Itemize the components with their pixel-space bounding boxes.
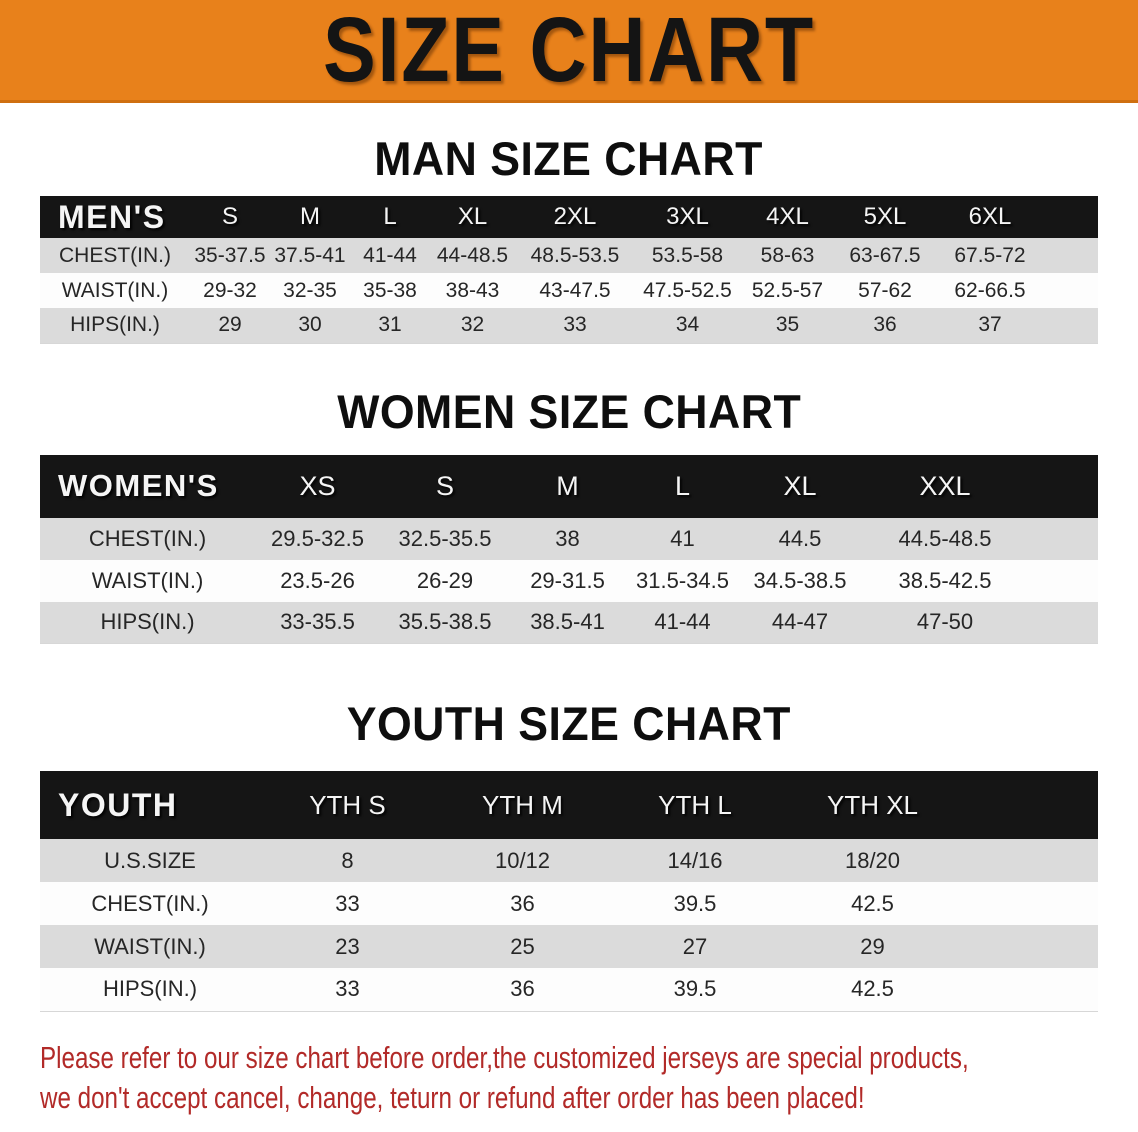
size-value-cell: 29 <box>218 313 242 337</box>
youth-measure-row <box>40 925 1098 968</box>
men-section-heading <box>0 131 1138 186</box>
filler-cell <box>1030 602 1098 644</box>
filler-cell <box>1045 196 1098 238</box>
men-size-column-header: L <box>383 203 397 230</box>
youth-section-heading-text: YOUTH SIZE CHART <box>346 697 792 750</box>
size-value-cell: 41-44 <box>654 609 711 635</box>
women-section-heading-text: WOMEN SIZE CHART <box>336 384 801 438</box>
men-table-header-row <box>40 196 1098 238</box>
size-value-cell: 44-47 <box>771 609 829 635</box>
youth-size-column-header: YTH L <box>658 789 732 820</box>
women-size-column-header: S <box>435 470 454 501</box>
filler-cell <box>965 968 1098 1011</box>
row-label: HIPS(IN.) <box>70 313 160 337</box>
men-size-column-header: 3XL <box>666 203 709 230</box>
filler-cell <box>965 925 1098 968</box>
men-size-column-header: 4XL <box>766 203 809 230</box>
size-value-cell: 18/20 <box>844 847 901 873</box>
row-label: CHEST(IN.) <box>91 890 209 916</box>
size-value-cell: 41 <box>670 525 695 551</box>
size-value-cell: 44-48.5 <box>436 243 509 267</box>
size-value-cell: 39.5 <box>673 890 717 916</box>
youth-table-header-row <box>40 771 1098 839</box>
women-size-column-header: XS <box>299 470 336 501</box>
size-value-cell: 32-35 <box>283 278 337 302</box>
men-size-column-header: 5XL <box>863 203 907 230</box>
disclaimer-text <box>40 1038 1138 1118</box>
size-value-cell: 62-66.5 <box>954 278 1026 302</box>
women-size-column-header: M <box>556 470 579 501</box>
size-value-cell: 35 <box>775 313 800 337</box>
women-table-title: WOMEN'S <box>58 468 219 503</box>
size-value-cell: 35-37.5 <box>194 243 266 267</box>
size-value-cell: 67.5-72 <box>954 243 1026 267</box>
youth-size-column-header: YTH S <box>309 789 386 820</box>
women-table-header-row <box>40 455 1098 518</box>
filler-cell <box>1045 238 1098 273</box>
size-value-cell: 8 <box>341 847 354 873</box>
youth-table-title: YOUTH <box>58 786 178 823</box>
filler-cell <box>1030 455 1098 518</box>
men-section-heading-text: MAN SIZE CHART <box>374 132 764 185</box>
size-value-cell: 10/12 <box>494 847 551 873</box>
filler-cell <box>1045 308 1098 343</box>
men-size-column-header: 6XL <box>968 203 1012 230</box>
size-value-cell: 42.5 <box>851 976 894 1002</box>
size-chart-banner <box>0 0 1138 103</box>
size-value-cell: 37.5-41 <box>274 243 346 267</box>
size-value-cell: 47.5-52.5 <box>643 278 732 302</box>
disclaimer-line-1: Please refer to our size chart before order,the customized jerseys are special products, <box>40 1039 969 1075</box>
women-measure-row <box>40 518 1098 560</box>
women-size-column-header: XL <box>783 470 817 501</box>
women-size-column-header: XXL <box>919 470 971 501</box>
size-value-cell: 39.5 <box>673 976 717 1002</box>
row-label: CHEST(IN.) <box>59 243 171 267</box>
disclaimer-line-2: we don't accept cancel, change, teturn or refund after order has been placed! <box>40 1079 865 1115</box>
size-value-cell: 33 <box>335 890 360 916</box>
filler-cell <box>965 839 1098 882</box>
filler-cell <box>1045 273 1098 308</box>
row-label: HIPS(IN.) <box>100 609 195 635</box>
men-measure-row <box>40 273 1098 308</box>
size-value-cell: 31 <box>378 313 402 337</box>
size-value-cell: 36 <box>510 890 535 916</box>
men-size-column-header: XL <box>457 203 488 230</box>
size-value-cell: 35.5-38.5 <box>398 609 492 635</box>
size-value-cell: 44.5 <box>778 525 822 551</box>
size-value-cell: 42.5 <box>851 890 894 916</box>
size-value-cell: 31.5-34.5 <box>636 567 729 593</box>
size-value-cell: 32.5-35.5 <box>398 525 492 551</box>
size-value-cell: 38.5-41 <box>530 609 605 635</box>
size-value-cell: 52.5-57 <box>751 278 824 302</box>
size-value-cell: 36 <box>510 976 535 1002</box>
size-value-cell: 41-44 <box>363 243 417 267</box>
size-value-cell: 38-43 <box>445 278 500 302</box>
size-value-cell: 30 <box>298 313 322 337</box>
men-size-section <box>0 131 1138 344</box>
size-value-cell: 47-50 <box>916 609 974 635</box>
size-value-cell: 26-29 <box>416 567 474 593</box>
size-value-cell: 29 <box>860 933 885 959</box>
size-value-cell: 37 <box>978 313 1002 337</box>
size-value-cell: 23.5-26 <box>280 567 355 593</box>
size-value-cell: 33 <box>563 313 587 337</box>
men-size-column-header: 2XL <box>553 203 597 230</box>
size-value-cell: 33-35.5 <box>280 609 355 635</box>
size-value-cell: 53.5-58 <box>651 243 724 267</box>
row-label: WAIST(IN.) <box>94 933 206 959</box>
size-value-cell: 38.5-42.5 <box>898 567 992 593</box>
size-value-cell: 58-63 <box>760 243 815 267</box>
size-value-cell: 25 <box>510 933 535 959</box>
filler-cell <box>1030 518 1098 560</box>
women-measure-row <box>40 602 1098 644</box>
size-value-cell: 23 <box>335 933 360 959</box>
size-value-cell: 29.5-32.5 <box>271 525 364 551</box>
size-value-cell: 63-67.5 <box>849 243 921 267</box>
men-size-table <box>40 196 1098 344</box>
youth-size-column-header: YTH M <box>482 789 563 820</box>
size-value-cell: 29-32 <box>203 278 257 302</box>
youth-size-column-header: YTH XL <box>826 789 919 820</box>
size-value-cell: 57-62 <box>858 278 912 302</box>
youth-section-heading <box>0 696 1138 751</box>
size-value-cell: 33 <box>335 976 360 1002</box>
filler-cell <box>965 882 1098 925</box>
women-section-heading <box>0 384 1138 439</box>
size-value-cell: 36 <box>873 313 897 337</box>
filler-cell <box>965 771 1098 839</box>
row-label: U.S.SIZE <box>104 847 196 873</box>
youth-measure-row <box>40 882 1098 925</box>
size-value-cell: 35-38 <box>363 278 417 302</box>
size-value-cell: 34.5-38.5 <box>753 567 847 593</box>
youth-measure-row <box>40 839 1098 882</box>
women-size-section <box>0 384 1138 645</box>
row-label: WAIST(IN.) <box>91 567 204 593</box>
banner-title: SIZE CHART <box>323 0 815 101</box>
men-size-column-header: S <box>221 203 238 230</box>
row-label: WAIST(IN.) <box>61 278 169 302</box>
size-value-cell: 44.5-48.5 <box>898 525 992 551</box>
men-size-column-header: M <box>300 203 320 230</box>
size-value-cell: 34 <box>675 313 700 337</box>
size-value-cell: 27 <box>682 933 708 959</box>
row-label: HIPS(IN.) <box>102 976 198 1002</box>
youth-measure-row <box>40 968 1098 1011</box>
row-label: CHEST(IN.) <box>88 525 207 551</box>
youth-size-section <box>0 696 1138 1012</box>
men-measure-row <box>40 238 1098 273</box>
size-value-cell: 43-47.5 <box>539 278 611 302</box>
men-table-title: MEN'S <box>58 198 166 235</box>
youth-size-table <box>40 771 1098 1012</box>
size-value-cell: 29-31.5 <box>530 567 605 593</box>
men-measure-row <box>40 308 1098 343</box>
size-value-cell: 48.5-53.5 <box>530 243 620 267</box>
filler-cell <box>1030 560 1098 602</box>
size-value-cell: 38 <box>555 525 580 551</box>
women-measure-row <box>40 560 1098 602</box>
size-value-cell: 14/16 <box>667 847 723 873</box>
size-value-cell: 32 <box>460 313 485 337</box>
women-size-column-header: L <box>674 470 691 501</box>
women-size-table <box>40 455 1098 645</box>
